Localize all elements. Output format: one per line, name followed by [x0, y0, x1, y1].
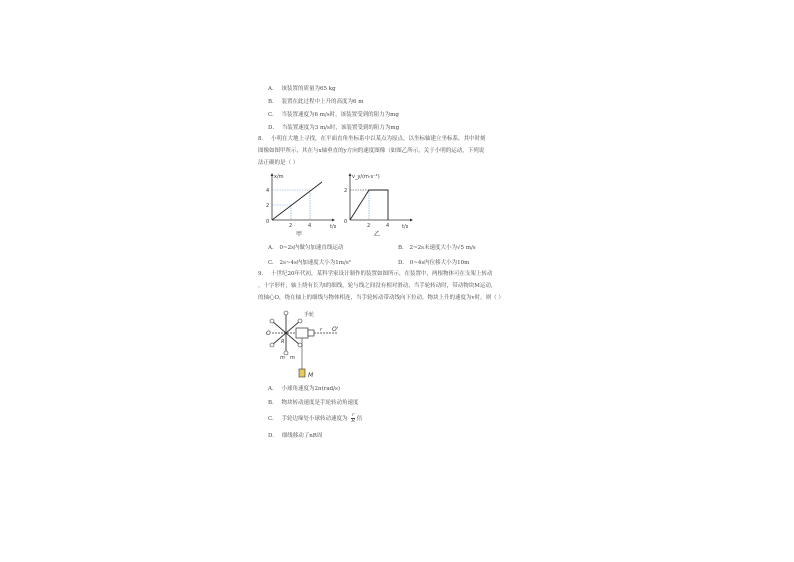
r-big-label: R [281, 339, 285, 345]
mass-block [299, 369, 305, 377]
m-label: m [290, 355, 295, 361]
x-axis-label: t/s [402, 224, 409, 230]
o-label: O [266, 330, 271, 337]
q9-option-d [268, 431, 322, 439]
option-text: 当装置速度为6 m/s时，该装置受到的阻力为mg [281, 112, 399, 118]
option-text: 2s~4s内加速度大小为1m/s² [279, 260, 351, 266]
y-axis-label: v_y/(m·s⁻¹) [352, 174, 380, 180]
x-tick-label: 4 [386, 223, 390, 229]
prev-option-d [268, 123, 399, 131]
option-letter: D. [398, 260, 404, 266]
r-small-label: r [320, 327, 323, 333]
ball [298, 319, 302, 323]
axle-hub [308, 330, 314, 336]
option-letter: C. [268, 112, 274, 118]
hand-wheel-figure [262, 307, 348, 383]
drum [296, 328, 308, 338]
stem-text: 十世纪20年代初，某科学家设计制作的装置如图所示，在装置中，两根物体可在支架上转动 [271, 271, 493, 277]
x-t-line [272, 182, 322, 220]
option-text: 装置在此过程中上升的高度为6 m [281, 99, 364, 105]
option-text: 当装置速度为3 m/s时，该装置受到的阻力为mg [281, 125, 400, 131]
x-axis-arrow [410, 219, 413, 222]
ball [270, 319, 274, 323]
ball [284, 311, 288, 315]
fraction-suffix: 倍 [356, 416, 363, 422]
option-letter: A. [268, 386, 274, 392]
q8-option-a [268, 243, 343, 251]
option-text: 0~4s内位移大小为10m [409, 260, 470, 266]
option-text: 细线移动了nR周 [281, 433, 323, 439]
q9-stem-line-1 [258, 271, 493, 278]
y-tick-label: 4 [266, 188, 270, 194]
option-letter: A. [268, 245, 274, 251]
graph-yi [336, 170, 416, 238]
x-axis-label: t/s [330, 224, 337, 230]
y-tick-label: 2 [344, 188, 348, 194]
q8-option-b [398, 243, 476, 251]
option-letter: A. [268, 86, 274, 92]
option-letter: B. [268, 99, 274, 105]
big-m-label: M [308, 372, 314, 379]
prev-option-b [268, 97, 364, 105]
q8-stem-line-2: 图像如图甲所示，其在与x轴垂直的y方向的速度图像（如图乙所示，关于小明的运动，下列说 [258, 148, 485, 154]
x-tick-label: 4 [308, 223, 312, 229]
fraction-numerator: r [351, 412, 355, 418]
option-letter: D. [268, 433, 274, 439]
origin-label: 0 [266, 219, 270, 225]
graph-caption: 甲 [296, 231, 303, 238]
option-text: 小球角速度为2π(rad/s) [281, 386, 340, 392]
q9-stem-line-2: ，十字形杆，轴上绕有长为l的细线，轮与线之间没有相对滑动，当手轮转动时，带动物块M运动， [258, 283, 497, 289]
option-text: 手轮边缘处小球转动速度为 [281, 416, 348, 422]
ball [270, 343, 274, 347]
x-axis-arrow [332, 219, 335, 222]
x-tick-label: 2 [367, 223, 371, 229]
q9-option-b [268, 398, 359, 406]
option-letter: C. [268, 416, 274, 422]
q8-option-d [398, 258, 469, 266]
q8-stem-line-3: 法正确的是（ ） [258, 160, 299, 166]
origin-label: 0 [344, 219, 348, 225]
fraction-denominator: R [351, 418, 356, 424]
y-axis-label: x/m [274, 174, 284, 180]
hand-wheel-label: 手轮 [304, 312, 315, 318]
q9-stem-line-3: 的轴心O，绕在轴上的细线与物体相连，当手轮转动带动线向下拉动，物块上升的速度为v时，则（ ） [258, 295, 504, 301]
q8-stem-line-1 [258, 136, 486, 143]
q8-option-c [268, 258, 351, 266]
option-letter: B. [398, 245, 404, 251]
graph-jia [258, 170, 338, 238]
x-tick-label: 2 [289, 223, 293, 229]
option-letter: C. [268, 260, 274, 266]
option-letter: B. [268, 400, 274, 406]
o-prime-label: O' [332, 326, 339, 333]
fraction [351, 413, 355, 424]
option-letter: D. [268, 125, 274, 131]
prev-option-c [268, 110, 399, 118]
stem-text: 小明在大地上寻找，在平面直角坐标系中以某点为原点，以坐标轴建立坐标系，其中时刻 [271, 136, 486, 142]
prev-option-a [268, 84, 336, 92]
graph-caption: 乙 [374, 231, 381, 238]
question-number: 9. [258, 271, 264, 277]
y-tick-label: 2 [266, 203, 270, 209]
m-label: m [280, 355, 285, 361]
option-text: 0~2s内做匀加速直线运动 [279, 245, 344, 251]
option-text: 2~2s末速度大小为√5 m/s [409, 245, 476, 251]
option-text: 物块转动速度是手轮转动角速度 [281, 400, 359, 406]
ball [298, 343, 302, 347]
question-number: 8. [258, 136, 264, 142]
option-text: 该装置的质量为65 kg [281, 86, 336, 92]
q9-option-a [268, 384, 340, 392]
q9-option-c [268, 413, 362, 424]
